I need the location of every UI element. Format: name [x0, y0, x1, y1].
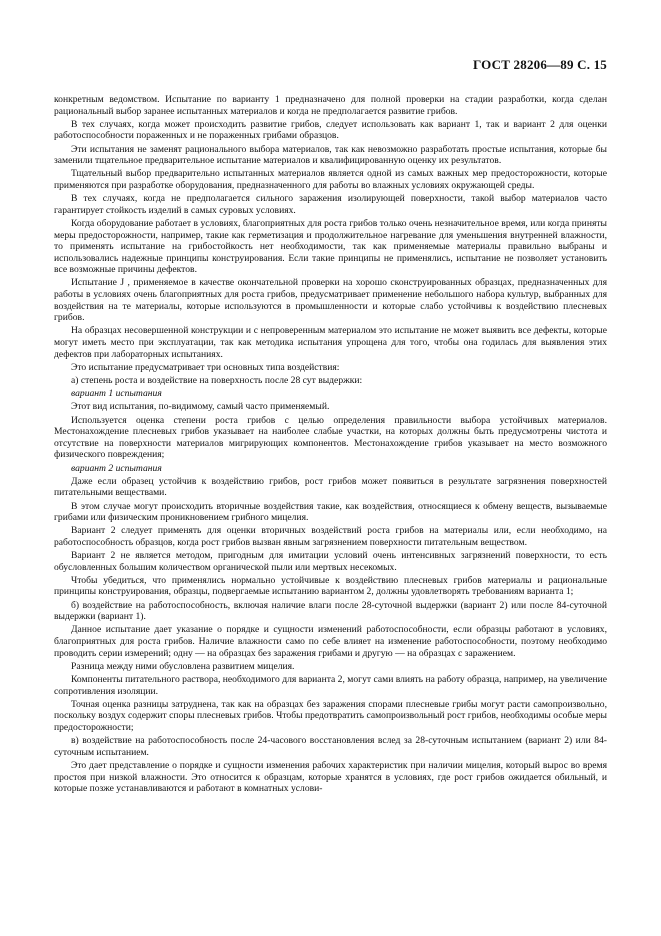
- paragraph: На образцах несовершенной конструкции и с непроверенным материалом это испытание не может выявить все дефекты, которые могут иметь место при эксплуатации, так как методика испытания упрощена для того, чтобы она годилась для выявления этих дефектов при лабораторных испытаниях.: [54, 325, 607, 360]
- subsection-heading: вариант 1 испытания: [71, 388, 162, 400]
- paragraph: б) воздействие на работоспособность, включая наличие влаги после 28-суточной выдержки (вариант 2) или после 84-суточной выдержки (вариант 1).: [54, 599, 607, 623]
- paragraph: Это дает представление о порядке и сущности изменения рабочих характеристик при наличии мицелия, который вырос во время простоя при низкой влажности. Это относится к образцам, которые хранятся в условиях, где рост грибов ожидается обильный, и которые позже устанавливаются и работают в комнатных услови-: [54, 759, 607, 795]
- paragraph: Этот вид испытания, по-видимому, самый часто применяемый.: [71, 401, 330, 413]
- paragraph: Даже если образец устойчив к воздействию грибов, рост грибов может появиться в результате загрязнения поверхностей питательными веществами.: [54, 475, 607, 499]
- paragraph: В тех случаях, когда может происходить развитие грибов, следует использовать как вариант 1, так и вариант 2 для оценки работоспособности пораженных и не пораженных грибами образцов.: [54, 118, 607, 142]
- paragraph: В тех случаях, когда не предполагается сильного заражения изолирующей поверхности, такой выбор материалов часто гарантирует стойкость изделий в самых суровых условиях.: [54, 193, 607, 216]
- paragraph: В этом случае могут происходить вторичные воздействия такие, как воздействия, относящиеся к обмену веществ, вызываемые грибами или физическим проникновением грибного мицелия.: [54, 500, 607, 524]
- paragraph: в) воздействие на работоспособность после 24-часового восстановления вслед за 28-суточным испытанием (вариант 2) или 84-суточным испытанием.: [54, 735, 607, 758]
- paragraph: Чтобы убедиться, что применялись нормально устойчивые к воздействию плесневых грибов материалы и рациональные принципы конструирования, образцы, подвергаемые испытанию вариантом 2, должны удовлетворять требованиям варианта 1;: [54, 574, 607, 598]
- paragraph: конкретным ведомством. Испытание по варианту 1 предназначено для полной проверки на стадии разработки, когда сделан рациональный выбор заранее испытанных материалов и когда не предполагается развитие грибов.: [54, 94, 607, 117]
- paragraph: Компоненты питательного раствора, необходимого для варианта 2, могут сами влиять на работу образца, например, на увеличение сопротивления изоляции.: [54, 673, 607, 697]
- paragraph: Когда оборудование работает в условиях, благоприятных для роста грибов только очень незначительное время, или когда приняты меры предосторожности, например, такие как герметизация и продолжительное нагревание для уменьшения внутренней влажности, то применять испытание на грибостойкость нет необходимости, так как применяемые материалы правильно выбраны и использовались надежные принципы конструирования. Если такие принципы не применялись, испытание не позволяет установить все возможные причины дефектов.: [54, 217, 607, 276]
- paragraph: Точная оценка разницы затруднена, так как на образцах без заражения спорами плесневые грибы могут расти самопроизвольно, поскольку воздух содержит споры плесневых грибов. Чтобы предотвратить самопроизвольный рост грибов, необходимы особые меры предосторожности;: [54, 698, 607, 733]
- subsection-heading: вариант 2 испытания: [71, 462, 162, 474]
- document-body: [54, 94, 607, 796]
- paragraph: Эти испытания не заменят рационального выбора материалов, так как невозможно разработать простые испытания, которые бы заменили тщательное предварительное испытание материалов и квалифицированную оценку их результатов.: [54, 143, 607, 167]
- paragraph: а) степень роста и воздействие на поверхность после 28 сут выдержки:: [71, 375, 363, 386]
- paragraph: Используется оценка степени роста грибов с целью определения правильности выбора устойчивых материалов. Местонахождение плесневых грибов указывает на наиболее слабые участки, на которых должны быть предусмотрены чистота и отсутствие на поверхности материалов мигрирующих компонентов. Местонахождение грибов указывает на место возможного физического повреждения;: [54, 414, 607, 461]
- paragraph: Тщательный выбор предварительно испытанных материалов является одной из самых важных мер предосторожности, которые применяются при разработке оборудования, предназначенного для работы во влажных условиях окружающей среды.: [54, 168, 607, 191]
- paragraph: Испытание J , применяемое в качестве окончательной проверки на хорошо сконструированных образцах, предназначенных для работы в условиях очень благоприятных для роста грибов, предусматривает применение небольшого набора культур, выбранных для воздействия на те материалы, которые используются в промышленности и которые слабо устойчивы к воздействию плесневых грибов.: [54, 277, 607, 324]
- paragraph: Вариант 2 следует применять для оценки вторичных воздействий роста грибов на материалы или, если необходимо, на работоспособность образцов, когда рост грибов вызван явным загрязнением поверхности питательным веществом.: [54, 525, 607, 548]
- paragraph: Данное испытание дает указание о порядке и сущности изменений работоспособности, если образцы работают в условиях, благоприятных для роста грибов. Наличие влажности само по себе влияет на изменение работоспособности, поэтому необходимо проводить серии измерений; одну — на образцах без заражения грибами и другую — на образцах с заражением.: [54, 624, 607, 659]
- paragraph: Разница между ними обусловлена развитием мицелия.: [71, 660, 295, 672]
- paragraph: Вариант 2 не является методом, пригодным для имитации условий очень интенсивных загрязнений поверхности, то есть обусловленных большим количеством органической пыли или мертвых несекомых.: [54, 550, 607, 573]
- page-header: ГОСТ 28206—89 С. 15: [473, 57, 607, 72]
- paragraph: Это испытание предусматривает три основных типа воздействия:: [71, 361, 340, 373]
